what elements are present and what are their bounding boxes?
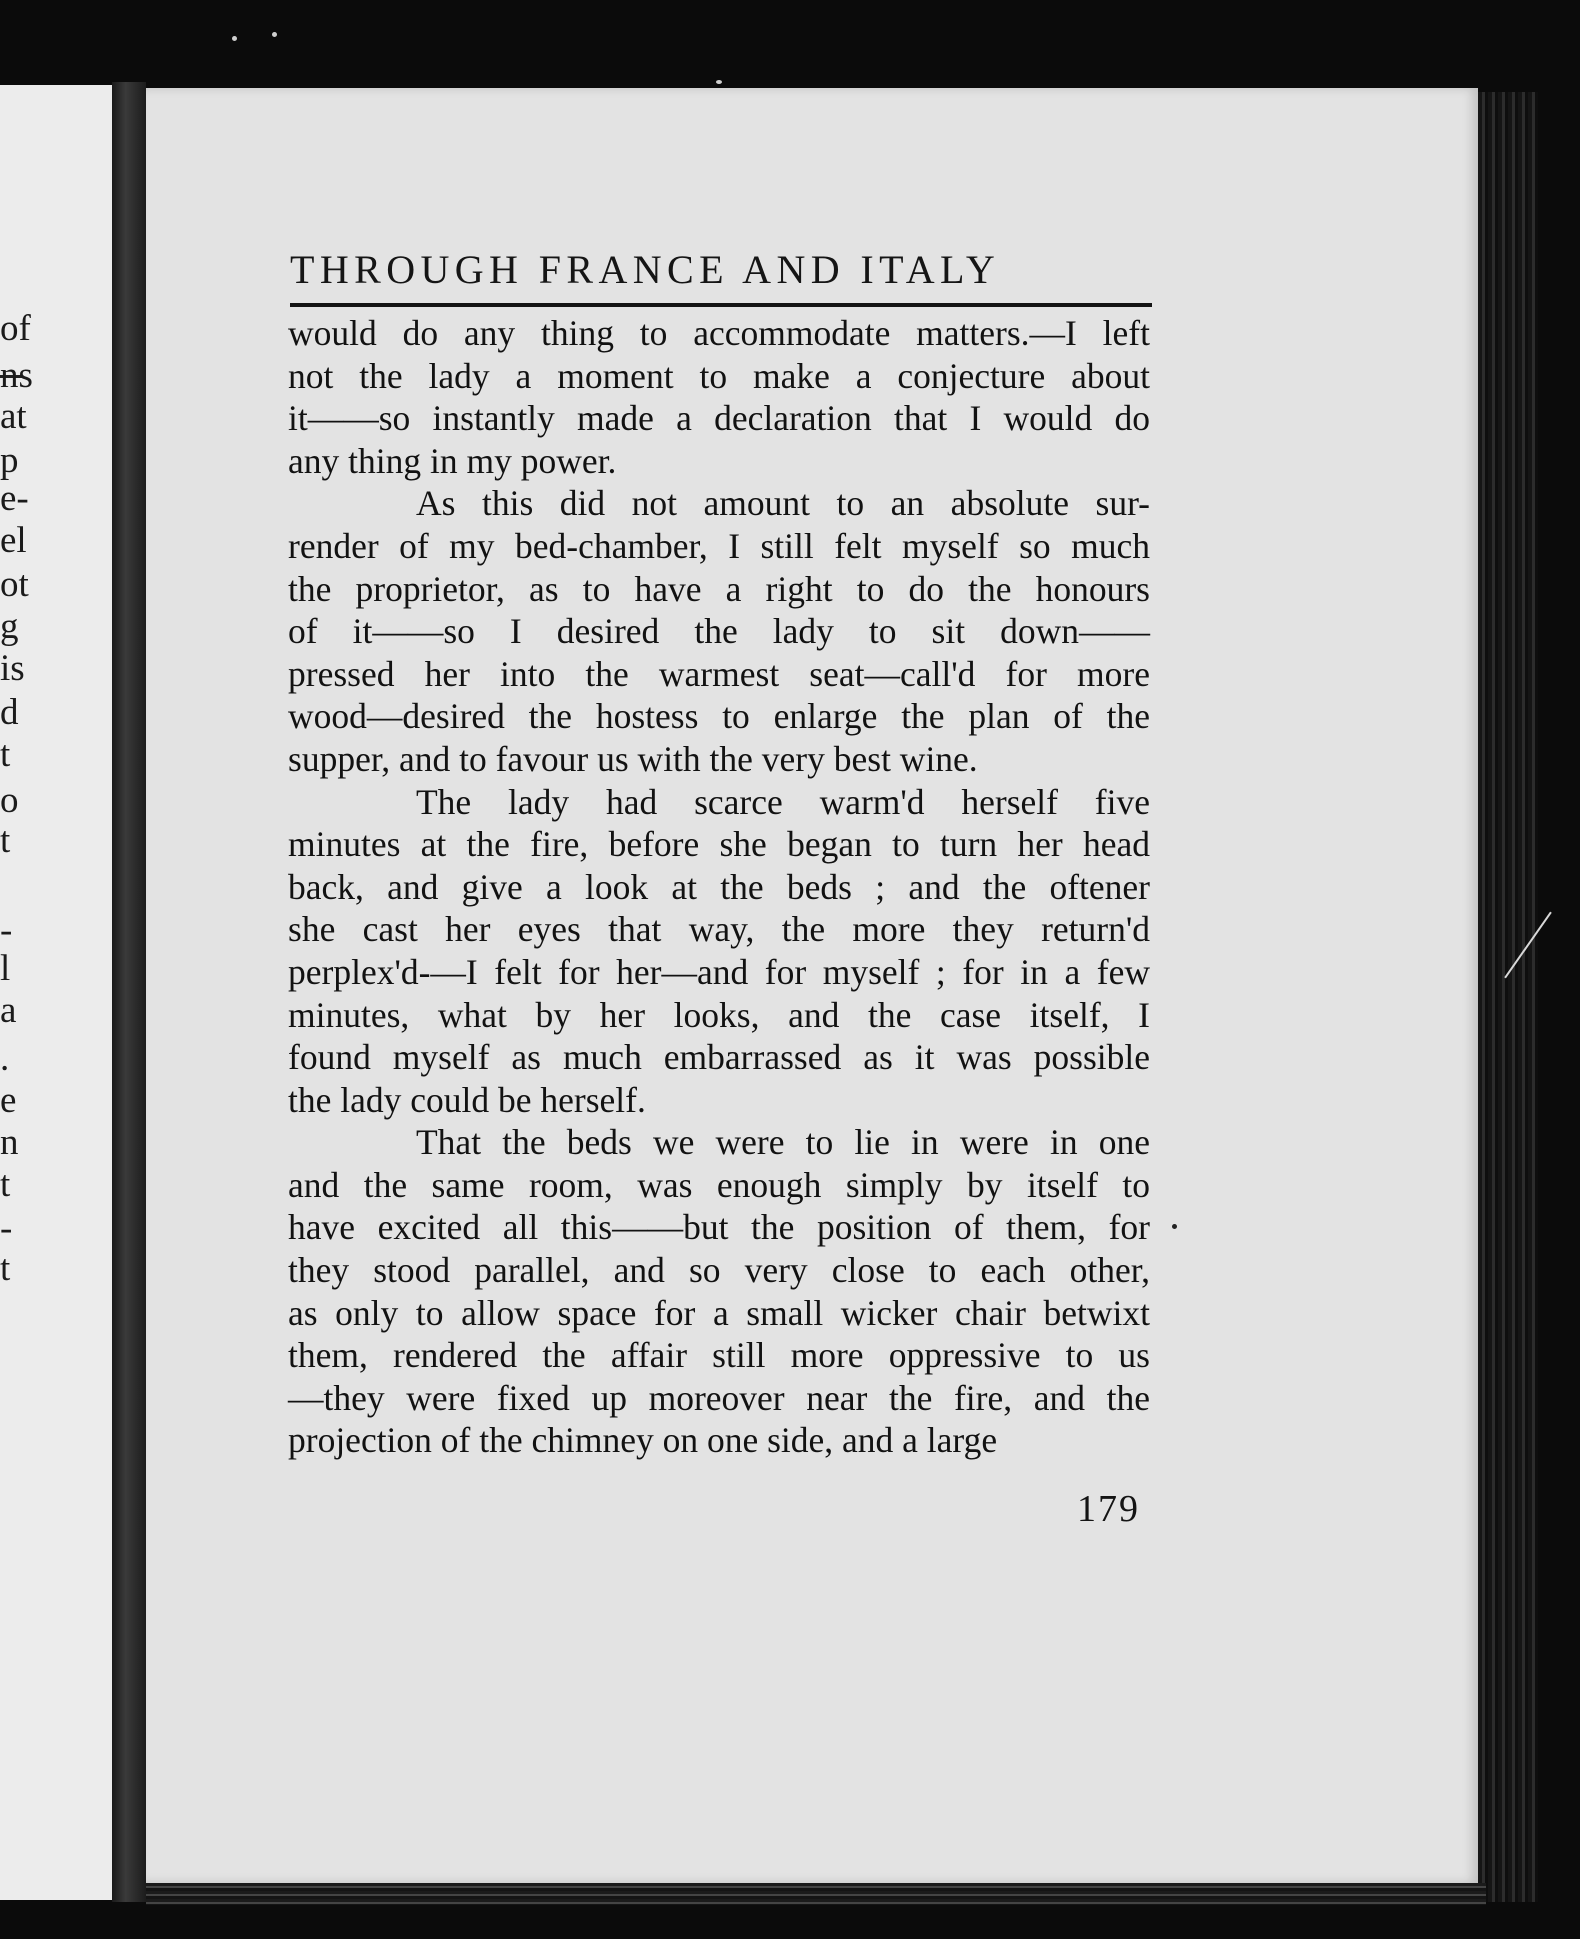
previous-page-edge [0,85,112,1900]
text-line: them, rendered the affair still more oppressive to us [288,1335,1150,1376]
text-line: —they were fixed up moreover near the fire, and the [288,1377,1150,1418]
text-line: projection of the chimney on one side, and a large [288,1420,998,1461]
previous-page-fragment: a [0,990,17,1031]
text-line: would do any thing to accommodate matters.—I left [288,313,1150,353]
paragraph [288,1121,1150,1462]
previous-page-fragment: of [0,308,31,349]
text-line: she cast her eyes that way, the more they return'd [288,909,1150,950]
text-line: have excited all this——but the position of them, for [288,1207,1150,1248]
text-line: back, and give a look at the beds ; and the oftener [288,866,1150,907]
text-line: pressed her into the warmest seat—call'd for more [288,653,1150,694]
previous-page-fragment: l [0,948,11,989]
text-line: perplex'd-—I felt for her—and for myself ; for in a few [288,951,1150,992]
previous-page-fragment: at [0,396,27,437]
page-stack-edge-right [1478,92,1538,1902]
previous-page-fragment: ns [0,355,33,396]
dust-speck [1172,1224,1177,1229]
text-line: wood—desired the hostess to enlarge the plan of the [288,696,1150,737]
previous-page-fragment: g [0,606,19,647]
body-text [288,312,1150,1462]
previous-page-fragment: - [0,910,13,951]
dust-speck [232,36,237,41]
paragraph [288,781,1150,1122]
previous-page-fragment: p [0,440,19,481]
text-line: minutes at the fire, before she began to turn her head [288,824,1150,865]
book-gutter [112,82,146,1902]
text-line: any thing in my power. [288,440,617,481]
text-line: as only to allow space for a small wicker chair betwixt [288,1292,1150,1333]
running-head: THROUGH FRANCE AND ITALY [290,247,1001,292]
paragraph [288,312,1150,482]
previous-page-fragment: ot [0,564,29,605]
previous-page-fragment: t [0,820,11,861]
previous-page-fragment: t [0,734,11,775]
previous-page-fragment: e- [0,478,29,519]
paragraph [288,482,1150,780]
previous-page-fragment: el [0,520,27,561]
page-number: 179 [1077,1488,1140,1530]
text-line: The lady had scarce warm'd herself five [416,781,1150,822]
previous-page-fragment: is [0,648,25,689]
text-line: it——so instantly made a declaration that I would do [288,398,1150,439]
dust-speck [272,32,277,37]
previous-page-fragment: t [0,1164,11,1205]
text-line: the lady could be herself. [288,1079,646,1120]
text-line: found myself as much embarrassed as it was possible [288,1037,1150,1078]
previous-page-fragment: e [0,1080,17,1121]
previous-page-fragment: t [0,1248,11,1289]
text-line: not the lady a moment to make a conjecture about [288,355,1150,396]
text-line: supper, and to favour us with the very best wine. [288,738,978,779]
text-line: they stood parallel, and so very close to each other, [288,1250,1150,1291]
text-line: of it——so I desired the lady to sit down—— [288,611,1150,652]
previous-page-fragment: n [0,1122,19,1163]
page-stack-edge-bottom [146,1883,1486,1905]
text-line: minutes, what by her looks, and the case itself, I [288,994,1150,1035]
previous-page-fragment: o [0,780,19,821]
running-head-rule [290,303,1152,307]
previous-page-fragment: . [0,1038,10,1079]
text-line: the proprietor, as to have a right to do the honours [288,568,1150,609]
text-line: render of my bed-chamber, I still felt myself so much [288,525,1150,566]
previous-page-fragment: d [0,692,19,733]
text-line: As this did not amount to an absolute sur- [416,483,1150,524]
text-line: and the same room, was enough simply by itself to [288,1164,1150,1205]
previous-page-fragment: - [0,1208,13,1249]
text-line: That the beds we were to lie in were in one [416,1122,1150,1163]
dust-speck [716,80,722,84]
